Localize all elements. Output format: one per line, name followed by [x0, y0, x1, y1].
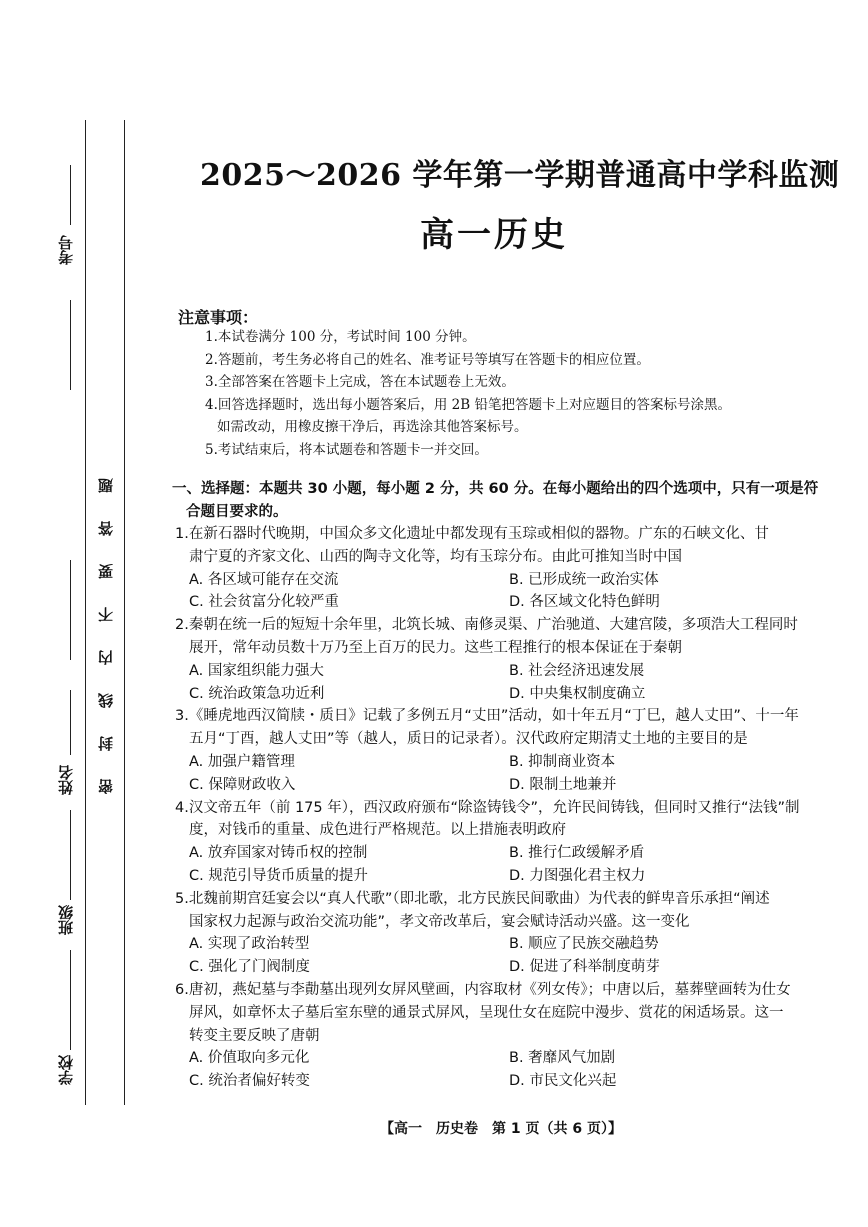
option-b: B. 已形成统一政治实体 [509, 571, 659, 588]
name-underline [70, 560, 71, 660]
stem-line: 6.唐初，燕妃墓与李勣墓出现列女屏风壁画，内容取材《列女传》；中唐以后，墓葬壁画转为仕女 [175, 981, 791, 998]
option-b: B. 社会经济迅速发展 [509, 662, 645, 679]
exam-number-underline-2 [70, 300, 71, 390]
binding-line-right [124, 120, 125, 1105]
subject-title: 高一历史 [420, 215, 568, 255]
stem-line: 度，对钱币的重量、成色进行严格规范。以上措施表明政府 [189, 822, 566, 839]
question-list [175, 523, 830, 1093]
option-d: D. 力图强化君主权力 [509, 867, 646, 884]
option-a: A. 各区域可能存在交流 [189, 571, 339, 588]
option-a: A. 放弃国家对铸币权的控制 [189, 845, 368, 862]
option-c: C. 保障财政收入 [189, 776, 296, 793]
option-c: C. 强化了门阀制度 [189, 959, 310, 976]
option-d: D. 促进了科举制度萌芽 [509, 959, 660, 976]
name-label: 姓名 [57, 765, 75, 795]
option-a: A. 国家组织能力强大 [189, 662, 324, 679]
question-options [175, 1047, 830, 1093]
question-options [175, 751, 830, 797]
binding-line-left [85, 120, 86, 1105]
stem-line: 转变主要反映了唐朝 [189, 1027, 320, 1044]
question-2 [175, 614, 830, 705]
question-stem [175, 797, 830, 843]
section-line: 合题目要求的。 [186, 504, 288, 520]
stem-line: 2.秦朝在统一后的短短十余年里，北筑长城、南修灵渠、广治驰道、大建宫陵，多项浩大工程同时 [175, 617, 798, 634]
question-options [175, 660, 830, 706]
question-stem [175, 705, 830, 751]
option-b: B. 奢靡风气加剧 [509, 1050, 616, 1067]
stem-line: 五月“丁酉，越人丈田”等（越人，质日的记录者）。汉代政府定期清丈土地的主要目的是 [189, 731, 748, 748]
question-1 [175, 523, 830, 614]
stem-line: 5.北魏前期宫廷宴会以“真人代歌”（即北歌，北方民族民间歌曲）为代表的鲜卑音乐承担“阐述 [175, 890, 770, 907]
name-underline-2 [70, 690, 71, 755]
option-d: D. 各区域文化特色鲜明 [509, 594, 660, 611]
option-a: A. 实现了政治转型 [189, 936, 310, 953]
option-c: C. 规范引导货币质量的提升 [189, 867, 368, 884]
question-stem [175, 614, 830, 660]
option-b: B. 抑制商业资本 [509, 753, 616, 770]
option-c: C. 统治政策急功近利 [189, 685, 325, 702]
page-footer: 【高一 历史卷 第 1 页（共 6 页）】 [380, 1121, 622, 1137]
notice-heading: 注意事项： [178, 308, 259, 327]
question-stem [175, 523, 830, 569]
option-d: D. 市民文化兴起 [509, 1073, 617, 1090]
notice-item: 2.答题前，考生务必将自己的姓名、准考证号等填写在答题卡的相应位置。 [205, 351, 650, 368]
option-a: A. 加强户籍管理 [189, 753, 295, 770]
option-b: B. 顺应了民族交融趋势 [509, 936, 659, 953]
exam-title: 2025～2026 学年第一学期普通高中学科监测 [200, 158, 840, 193]
question-6 [175, 979, 830, 1093]
question-stem [175, 888, 830, 934]
option-d: D. 中央集权制度确立 [509, 685, 646, 702]
class-underline [70, 810, 71, 900]
option-c: C. 社会贫富分化较严重 [189, 594, 339, 611]
stem-line: 3.《睡虎地西汉简牍・质日》记载了多例五月“丈田”活动，如十年五月“丁巳，越人丈田”、十一年 [175, 708, 799, 725]
question-options [175, 569, 830, 615]
question-4 [175, 797, 830, 888]
class-label: 班级 [57, 905, 75, 935]
school-label: 学校 [57, 1055, 75, 1085]
notice-list [205, 326, 825, 461]
section-line: 一、选择题：本题共 30 小题，每小题 2 分，共 60 分。在每小题给出的四个选项中，只有一项是符 [172, 481, 819, 497]
question-stem [175, 979, 830, 1047]
stem-line: 1.在新石器时代晚期，中国众多文化遗址中都发现有玉琮或相似的器物。广东的石峡文化、甘 [175, 526, 769, 542]
notice-item: 4.回答选择题时，选出每小题答案后，用 2B 铅笔把答题卡上对应题目的答案标号涂黑。 [205, 396, 731, 413]
option-c: C. 统治者偏好转变 [189, 1073, 310, 1090]
section-heading [172, 478, 827, 524]
notice-item: 5.考试结束后，将本试题卷和答题卡一并交回。 [205, 441, 488, 458]
option-b: B. 推行仁政缓解矛盾 [509, 845, 645, 862]
stem-line: 4.汉文帝五年（前 175 年），西汉政府颁布“除盗铸钱令”，允许民间铸钱，但同时又推行“法钱”制 [175, 799, 800, 816]
stem-line: 展开，常年动员数十万乃至上百万的民力。这些工程推行的根本保证在于秦朝 [189, 639, 682, 656]
exam-number-label: 考号 [57, 235, 75, 265]
option-a: A. 价值取向多元化 [189, 1050, 310, 1067]
notice-item: 3.全部答案在答题卡上完成，答在本试题卷上无效。 [205, 374, 515, 390]
question-options [175, 842, 830, 888]
school-underline [70, 950, 71, 1050]
exam-number-underline [70, 165, 71, 225]
question-options [175, 933, 830, 979]
stem-line: 肃宁夏的齐家文化、山西的陶寺文化等，均有玉琮分布。由此可推知当时中国 [189, 548, 682, 565]
binding-notice: 密封线内不要答题 [97, 450, 115, 794]
notice-item: 1.本试卷满分 100 分，考试时间 100 分钟。 [205, 329, 476, 345]
stem-line: 国家权力起源与政治交流功能”，孝文帝改革后，宴会赋诗活动兴盛。这一变化 [189, 913, 690, 930]
notice-item: 如需改动，用橡皮擦干净后，再选涂其他答案标号。 [217, 419, 528, 435]
option-d: D. 限制土地兼并 [509, 776, 617, 793]
question-5 [175, 888, 830, 979]
question-3 [175, 705, 830, 796]
stem-line: 屏风，如章怀太子墓后室东壁的通景式屏风，呈现仕女在庭院中漫步、赏花的闲适场景。这一 [189, 1004, 784, 1021]
